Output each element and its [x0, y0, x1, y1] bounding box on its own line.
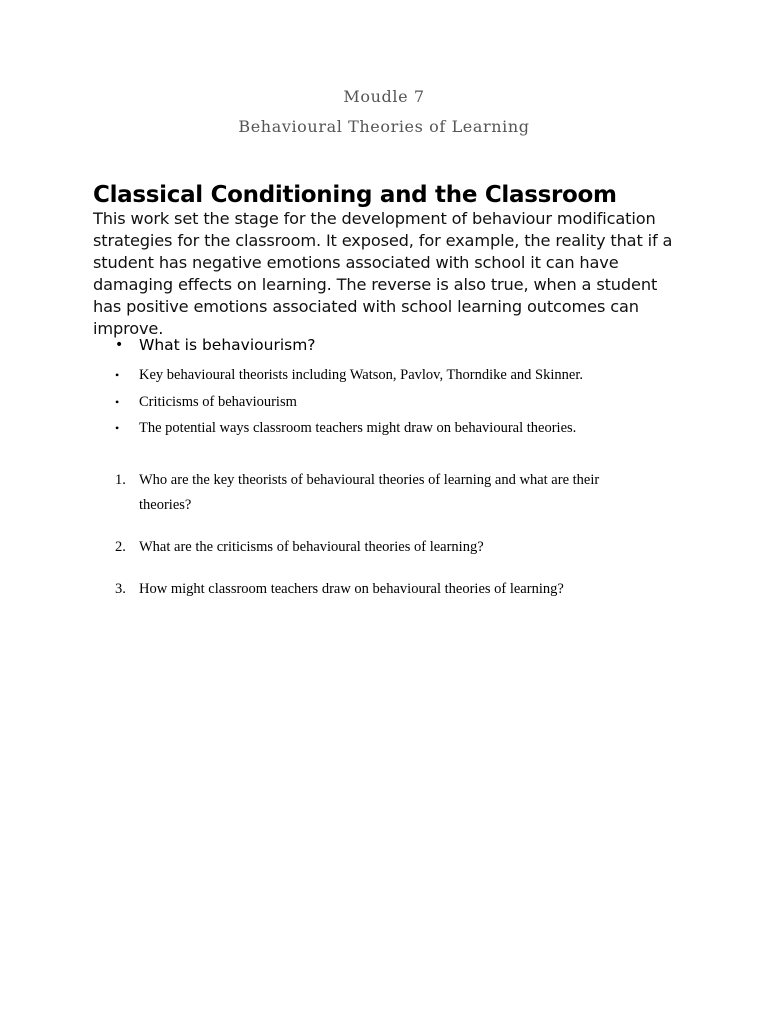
bullet-icon: •	[115, 368, 120, 382]
list-item-text: Key behavioural theorists including Watson, Pavlov, Thorndike and Skinner.	[139, 367, 583, 383]
module-subtitle: Behavioural Theories of Learning	[238, 117, 530, 136]
list-item	[93, 364, 693, 391]
list-item-text: Criticisms of behaviourism	[139, 393, 297, 410]
bullet-icon: •	[115, 337, 124, 353]
question-number: 3.	[115, 581, 126, 597]
section-heading: Classical Conditioning and the Classroom	[93, 182, 617, 208]
question-text: Who are the key theorists of behavioural theories of learning and what are their theories?	[139, 472, 600, 513]
topic-list	[93, 334, 693, 444]
list-item	[93, 417, 693, 444]
list-item	[93, 468, 653, 518]
question-list	[93, 468, 653, 619]
module-title: Moudle 7	[343, 87, 425, 106]
intro-paragraph: This work set the stage for the development of behaviour modification strategies for the classroom. It exposed, for example, the reality that if a student has negative emotions associated with school it can have damaging effects on learning. The reverse is also true, when a student has positive emotions associated with school learning outcomes can improve.	[93, 209, 673, 338]
bullet-icon: •	[115, 394, 120, 409]
list-item	[93, 334, 693, 364]
question-text: How might classroom teachers draw on behavioural theories of learning?	[139, 581, 564, 597]
question-number: 2.	[115, 539, 126, 555]
question-number: 1.	[115, 472, 126, 488]
bullet-icon: •	[115, 421, 120, 435]
list-item-text: What is behaviourism?	[139, 336, 316, 354]
question-text: What are the criticisms of behavioural theories of learning?	[139, 539, 484, 555]
list-item	[93, 535, 653, 560]
list-item-text: The potential ways classroom teachers might draw on behavioural theories.	[139, 420, 577, 436]
list-item	[93, 391, 693, 418]
list-item	[93, 577, 653, 602]
document-header	[0, 86, 768, 138]
